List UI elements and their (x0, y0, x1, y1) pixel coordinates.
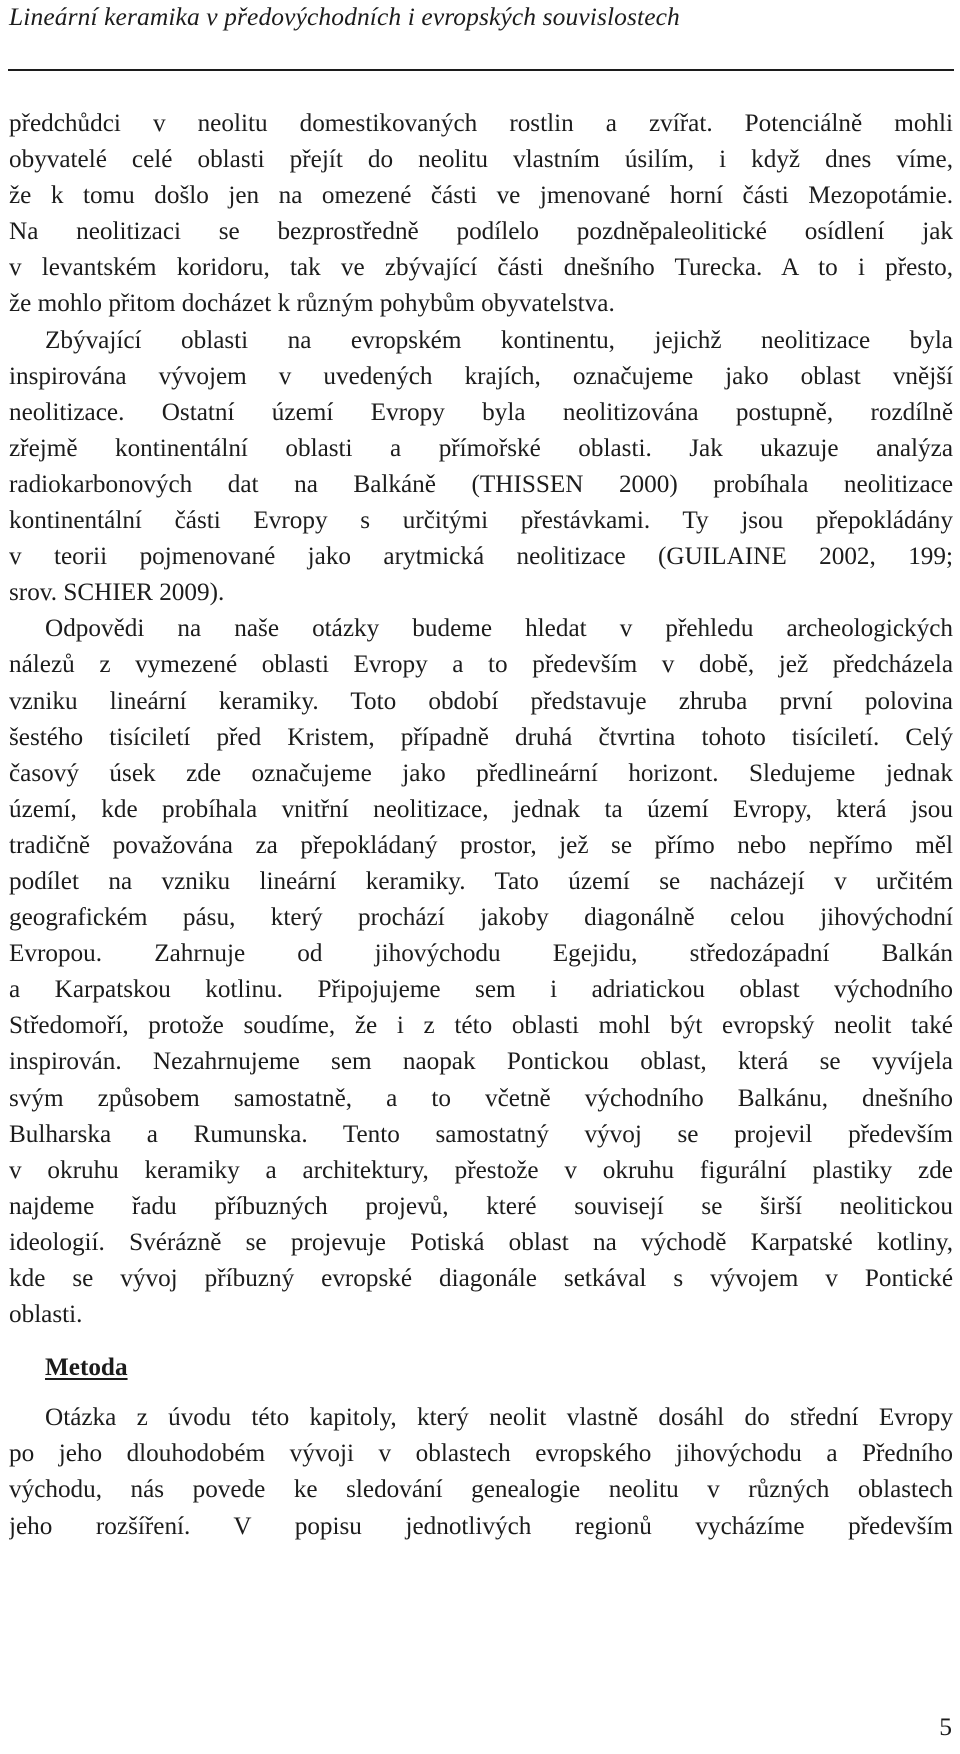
text-line: šestého tisíciletí před Kristem, případně druhá čtvrtina tohoto tisíciletí. Celý (9, 723, 953, 751)
text-line: geografickém pásu, který prochází jakoby diagonálně celou jihovýchodní (9, 904, 953, 932)
text-line: Evropou. Zahrnuje od jihovýchodu Egejidu, středozápadní Balkán (9, 940, 953, 968)
text-line: najdeme řadu příbuzných projevů, které souvisejí se širší neolitickou (9, 1192, 953, 1220)
paragraph (9, 1400, 953, 1544)
text-line: Bulharska a Rumunska. Tento samostatný vývoj se projevil především (9, 1120, 953, 1148)
text-line: že mohlo přitom docházet k různým pohybům obyvatelstva. (9, 290, 615, 318)
text-line: Otázka z úvodu této kapitoly, který neolit vlastně dosáhl do střední Evropy (45, 1404, 953, 1432)
text-line: v okruhu keramiky a architektury, přestože v okruhu figurální plastiky zde (9, 1156, 953, 1184)
text-line: předchůdci v neolitu domestikovaných rostlin a zvířat. Potenciálně mohli (9, 110, 953, 137)
text-line: území, kde probíhala vnitřní neolitizace, jednak ta území Evropy, která jsou (9, 795, 953, 823)
section-heading: Metoda (45, 1354, 128, 1382)
paragraph (9, 611, 953, 1333)
paragraph (9, 323, 953, 612)
text-line: obyvatelé celé oblasti přejít do neolitu vlastním úsilím, i když dnes víme, (9, 146, 953, 174)
page-number: 5 (939, 1712, 952, 1741)
text-line: a Karpatskou kotlinu. Připojujeme sem i adriatickou oblast východního (9, 976, 953, 1004)
text-line: Odpovědi na naše otázky budeme hledat v přehledu archeologických (45, 615, 953, 643)
text-line: v teorii pojmenované jako arytmická neolitizace (GUILAINE 2002, 199; (9, 543, 953, 571)
text-line: zřejmě kontinentální oblasti a přímořské oblasti. Jak ukazuje analýza (9, 434, 953, 462)
text-line: východu, nás povede ke sledování genealogie neolitu v různých oblastech (9, 1476, 953, 1504)
text-line: neolitizace. Ostatní území Evropy byla neolitizována postupně, rozdílně (9, 398, 953, 426)
text-line: svým způsobem samostatně, a to včetně východního Balkánu, dnešního (9, 1084, 953, 1112)
text-line: vzniku lineární keramiky. Toto období představuje zhruba první polovina (9, 687, 953, 715)
section-spacer (9, 1333, 953, 1350)
paragraph (9, 106, 953, 323)
running-head-title: Lineární keramika v předovýchodních i evropských souvislostech (9, 2, 680, 31)
text-line: kde se vývoj příbuzný evropské diagonále setkával s vývojem v Pontické (9, 1265, 953, 1292)
text-line: Středomoří, protože soudíme, že i z této oblasti mohl být evropský neolit také (9, 1012, 953, 1040)
text-line: kontinentální části Evropy s určitými přestávkami. Ty jsou přepokládány (9, 507, 953, 535)
text-line: ideologií. Svérázně se projevuje Potiská oblast na východě Karpatské kotliny, (9, 1228, 953, 1256)
text-line: Zbývající oblasti na evropském kontinentu, jejichž neolitizace byla (45, 326, 953, 354)
text-line: jeho rozšíření. V popisu jednotlivých regionů vycházíme především (9, 1512, 953, 1540)
text-line: po jeho dlouhodobém vývoji v oblastech evropského jihovýchodu a Předního (9, 1440, 953, 1468)
body-text (9, 106, 953, 1545)
heading-spacer (9, 1386, 953, 1400)
text-line: oblasti. (9, 1301, 83, 1329)
text-line: Na neolitizaci se bezprostředně podílelo pozdněpaleolitické osídlení jak (9, 218, 953, 246)
header-rule (8, 69, 954, 71)
text-line: časový úsek zde označujeme jako předlineární horizont. Sledujeme jednak (9, 759, 953, 787)
text-line: že k tomu došlo jen na omezené části ve jmenované horní části Mezopotámie. (9, 182, 953, 210)
text-line: inspirována vývojem v uvedených krajích, označujeme jako oblast vnější (9, 362, 953, 390)
text-line: nálezů z vymezené oblasti Evropy a to především v době, jež předcházela (9, 651, 953, 679)
text-line: radiokarbonových dat na Balkáně (THISSEN 2000) probíhala neolitizace (9, 470, 953, 498)
text-line: v levantském koridoru, tak ve zbývající části dnešního Turecka. A to i přesto, (9, 254, 953, 282)
text-line: podílet na vzniku lineární keramiky. Tato území se nacházejí v určitém (9, 867, 953, 895)
text-line: inspirován. Nezahrnujeme sem naopak Pontickou oblast, která se vyvíjela (9, 1048, 953, 1076)
text-line: tradičně považována za přepokládaný prostor, jež se přímo nebo nepřímo měl (9, 831, 953, 859)
text-line: srov. SCHIER 2009). (9, 579, 225, 607)
